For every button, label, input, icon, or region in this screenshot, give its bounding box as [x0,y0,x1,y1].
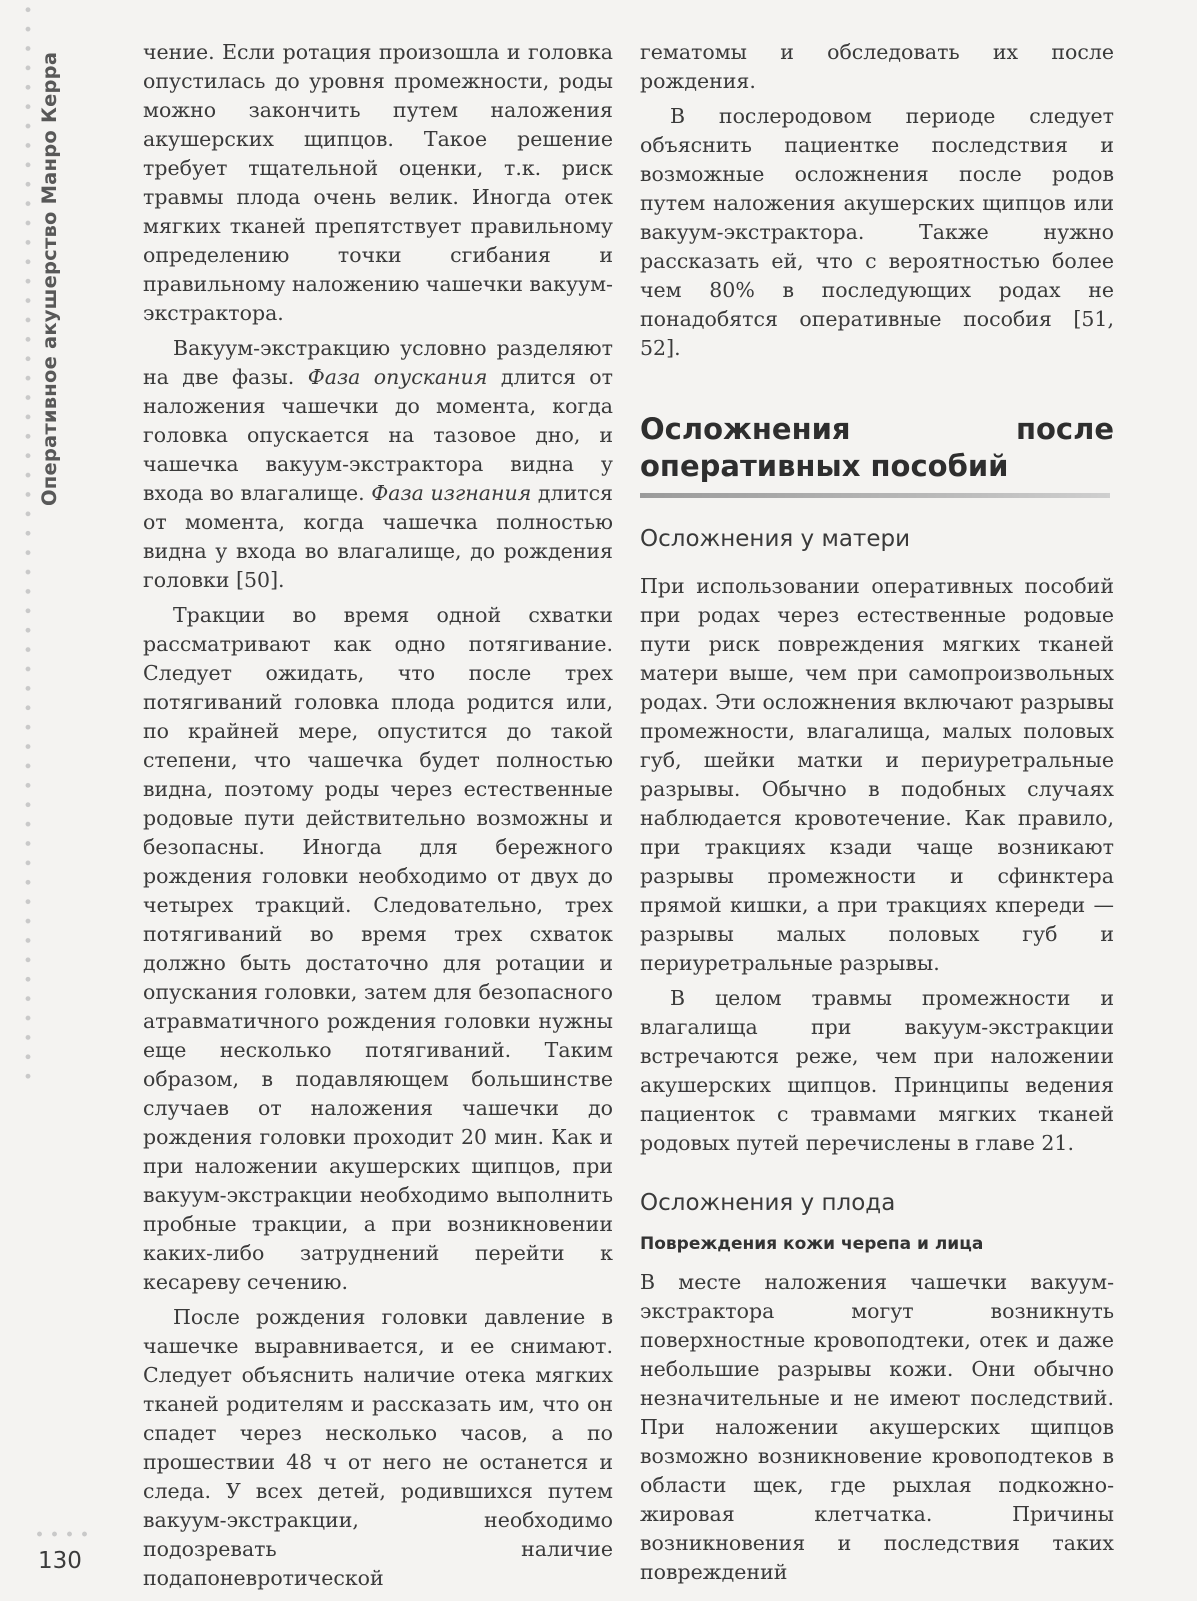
left-column [143,38,613,1593]
minor-heading: Повреждения кожи черепа и лица [640,1234,984,1254]
section-heading: Осложнения после оперативных пособий [640,412,1114,483]
paragraph: При использовании оперативных пособий при родах через естественные родовые пути риск повреждения мягких тканей матери выше, чем при самопроизвольных родах. Эти осложнения включают разрывы промежности, влагалища, малых половых губ, шейки матки и периуретральные разрывы. Обычно в подобных случаях наблюдается кровотечение. Как правило, при тракциях кзади чаще возникают разрывы промежности и сфинктера прямой кишки, а при тракциях кпереди — разрывы малых половых губ и периуретральные разрывы. [640,574,1114,975]
subsection-heading-fetal: Осложнения у плода [640,1190,896,1216]
paragraph [143,334,613,595]
paragraph: чение. Если ротация произошла и головка опустилась до уровня промежности, роды можно закончить путем наложения акушерских щипцов. Такое решение требует тщательной оценки, т.к. риск травмы плода очень велик. Иногда отек мягких тканей препятствует правильному определению точки сгибания и правильному наложению чашечки вакуум-экстрактора. [143,40,613,325]
paragraph-text: Вакуум-экстракцию условно разделяют на две фазы. [143,336,613,389]
heading-rule [640,493,1110,498]
paragraph: После рождения головки давление в чашечке выравнивается, и ее снимают. Следует объяснить наличие отека мягких тканей родителям и рассказать им, что он спадет через несколько часов, а по прошествии 48 ч от него не останется и следа. У всех детей, родившихся путем вакуум-экстракции, необходимо подозревать наличие подапоневротической [143,1305,613,1590]
binding-dots [24,0,32,1080]
paragraph: В целом травмы промежности и влагалища при вакуум-экстракции встречаются реже, чем при наложении акушерских щипцов. Принципы ведения пациенток с травмами мягких тканей родовых путей перечислены в главе 21. [640,986,1114,1155]
right-column [640,38,1114,1587]
page-number: 130 [38,1548,82,1574]
paragraph-text: длится от наложения чашечки до момента, когда головка опускается на тазовое дно, и чашечка вакуум-экстрактора видна у входа во влагалище. [143,365,613,505]
paragraph: гематомы и обследовать их после рождения. [640,40,1114,93]
paragraph: В послеродовом периоде следует объяснить пациентке последствия и возможные осложнения после родов путем наложения акушерских щипцов или вакуум-экстрактора. Также нужно рассказать ей, что с вероятностью более чем 80% в последующих родах не понадобятся оперативные пособия [51, 52]. [640,104,1114,360]
paragraph: Тракции во время одной схватки рассматривают как одно потягивание. Следует ожидать, что после трех потягиваний головка плода родится или, по крайней мере, опустится до такой степени, что чашечка будет полностью видна, поэтому роды через естественные родовые пути действительно возможны и безопасны. Иногда для бережного рождения головки необходимо от двух до четырех тракций. Следовательно, трех потягиваний во время трех схваток должно быть достаточно для ротации и опускания головки, затем для безопасного атравматичного рождения головки нужны еще несколько потягиваний. Таким образом, в подавляющем большинстве случаев от наложения чашечки до рождения головки проходит 20 мин. Как и при наложении акушерских щипцов, при вакуум-экстракции необходимо выполнить пробные тракции, а при возникновении каких-либо затруднений перейти к кесареву сечению. [143,603,613,1294]
subsection-heading-maternal: Осложнения у матери [640,526,911,552]
paragraph: В месте наложения чашечки вакуум-экстрактора могут возникнуть поверхностные кровоподтеки, отек и даже небольшие разрывы кожи. Они обычно незначительные и не имеют последствий. При наложении акушерских щипцов возможно возникновение кровоподтеков в области щек, где рыхлая подкожно-жировая клетчатка. Причины возникновения и последствия таких повреждений [640,1270,1114,1584]
term-phase-descent: Фаза опускания [307,365,488,389]
footer-dots [32,1530,92,1538]
paragraph-text: длится от момента, когда чашечка полностью видна у входа во влагалище, до рождения головки [50]. [143,481,613,592]
running-head-text: Оперативное акушерство Манро Керра [38,51,61,506]
term-phase-expulsion: Фаза изгнания [371,481,532,505]
running-head [38,38,88,518]
